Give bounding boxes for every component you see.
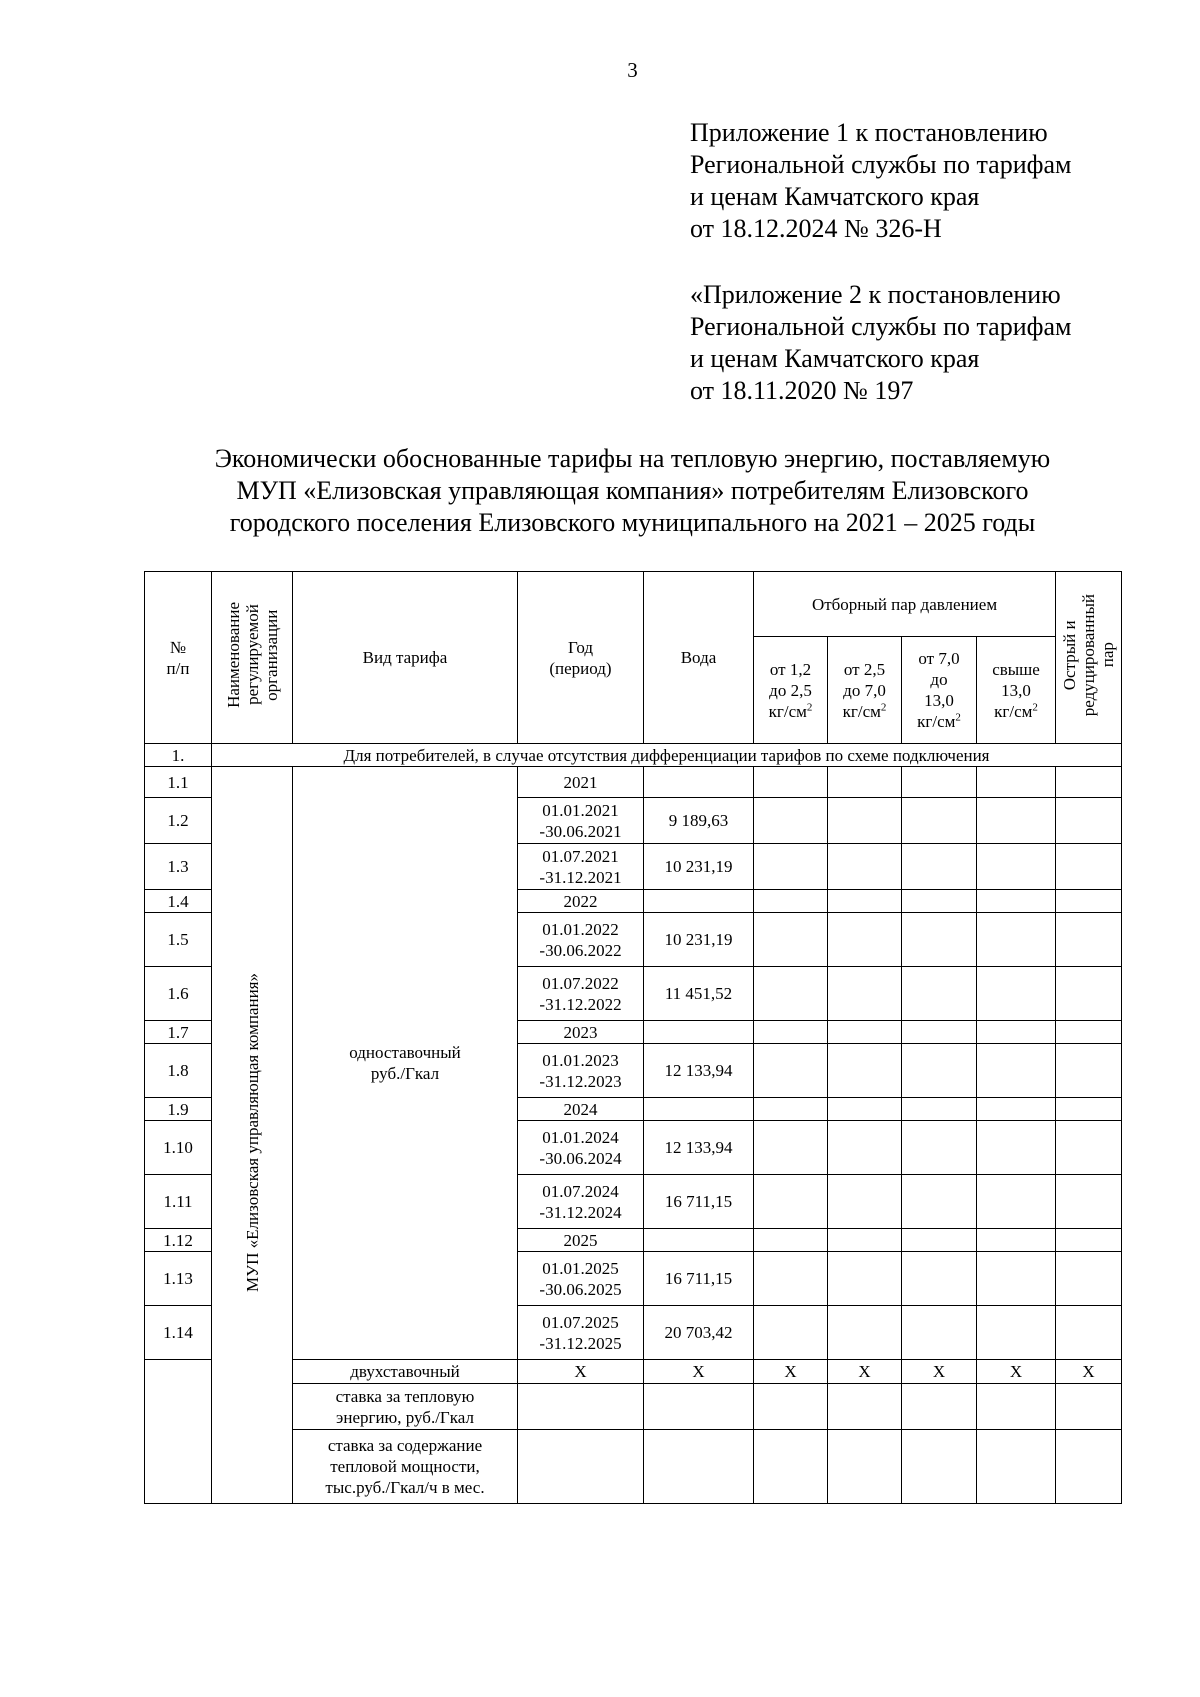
row-num: 1.11 — [145, 1175, 212, 1229]
unit-sup: 2 — [955, 711, 961, 724]
row-period-line: -31.12.2025 — [539, 1333, 622, 1353]
header-water: Вода — [644, 572, 754, 744]
row-empty-cell — [754, 1229, 828, 1252]
header-period-line: Год — [568, 637, 593, 657]
row-empty-cell — [1056, 1252, 1122, 1306]
steam-1-unit — [756, 701, 825, 722]
row-period-line: 2021 — [563, 772, 598, 792]
energy-rate-label — [293, 1384, 518, 1430]
x-mark: X — [1056, 1360, 1122, 1384]
row-empty-cell — [828, 1229, 902, 1252]
row-period-line: 01.01.2025 — [542, 1258, 619, 1278]
row-period — [518, 1306, 644, 1360]
row-empty-cell — [754, 967, 828, 1021]
tariff-table — [144, 571, 1122, 1504]
header-period — [518, 572, 644, 744]
row-empty-cell — [902, 1430, 977, 1504]
document-title — [0, 443, 1200, 539]
row-empty-cell — [902, 1098, 977, 1121]
section-title: Для потребителей, в случае отсутствия дифференциации тарифов по схеме подключения — [212, 744, 1122, 767]
row-empty-cell — [1056, 1098, 1122, 1121]
row-period-line: 01.07.2024 — [542, 1181, 619, 1201]
row-empty-cell — [754, 1430, 828, 1504]
row-period-line: 2022 — [563, 891, 598, 911]
unit-text: кг/см — [917, 712, 956, 731]
row-water: 20 703,42 — [644, 1306, 754, 1360]
row-empty-cell — [977, 1044, 1056, 1098]
row-empty-cell — [977, 844, 1056, 890]
row-num: 1.1 — [145, 767, 212, 798]
row-period-line: -30.06.2022 — [539, 940, 622, 960]
row-empty-cell — [754, 1384, 828, 1430]
steam-4-unit — [979, 701, 1053, 722]
steam-1-line: до 2,5 — [769, 680, 812, 700]
header-sharp-line: Острый и — [1060, 620, 1080, 690]
row-empty-cell — [828, 967, 902, 1021]
row-num: 1.9 — [145, 1098, 212, 1121]
row-empty-cell — [977, 1021, 1056, 1044]
appendix-2-line: Региональной службы по тарифам — [690, 312, 1072, 341]
row-period — [518, 1021, 644, 1044]
row-empty-cell — [754, 844, 828, 890]
row-empty-cell — [1056, 967, 1122, 1021]
appendix-1-line: Приложение 1 к постановлению — [690, 118, 1048, 147]
row-num: 1.14 — [145, 1306, 212, 1360]
capacity-rate-line: тепловой мощности, — [330, 1457, 480, 1476]
header-org-line: регулируемой — [242, 604, 262, 706]
table-row — [145, 767, 1122, 798]
row-num: 1.12 — [145, 1229, 212, 1252]
capacity-rate-label — [293, 1430, 518, 1504]
row-empty-cell — [977, 1121, 1056, 1175]
row-empty-cell — [1056, 913, 1122, 967]
row-empty-cell — [977, 1384, 1056, 1430]
header-steam-2 — [828, 637, 902, 744]
row-empty-cell — [1056, 1121, 1122, 1175]
section-row — [145, 744, 1122, 767]
energy-rate-line: ставка за тепловую — [335, 1386, 475, 1406]
row-empty-cell — [754, 1252, 828, 1306]
title-line: Экономически обоснованные тарифы на тепловую энергию, поставляемую — [214, 444, 1051, 473]
row-empty-cell — [902, 1021, 977, 1044]
steam-2-unit — [830, 701, 899, 722]
row-period-line: 01.01.2021 — [542, 800, 619, 820]
row-empty-cell — [828, 1044, 902, 1098]
row-num: 1.5 — [145, 913, 212, 967]
unit-text: кг/см — [994, 701, 1033, 721]
row-num: 1.8 — [145, 1044, 212, 1098]
row-empty-cell — [828, 1306, 902, 1360]
row-empty-cell — [902, 1229, 977, 1252]
row-empty-cell — [828, 1384, 902, 1430]
row-period-line: 01.07.2021 — [542, 846, 619, 866]
row-empty-cell — [902, 1306, 977, 1360]
row-empty-cell — [902, 1252, 977, 1306]
capacity-rate-line: ставка за содержание — [327, 1436, 483, 1455]
appendix-1-line: от 18.12.2024 № 326-Н — [690, 214, 942, 243]
header-org-line: Наименование — [223, 602, 243, 708]
row-empty-cell — [754, 913, 828, 967]
row-empty-cell — [828, 844, 902, 890]
row-empty-cell — [754, 890, 828, 913]
row-num: 1.6 — [145, 967, 212, 1021]
row-period-line: -30.06.2025 — [539, 1279, 622, 1299]
row-water: 11 451,52 — [644, 967, 754, 1021]
row-period-line: 01.01.2022 — [542, 919, 619, 939]
appendix-2-line: от 18.11.2020 № 197 — [690, 376, 914, 405]
row-empty-cell — [902, 767, 977, 798]
row-empty-cell — [828, 913, 902, 967]
row-period-line: 2025 — [563, 1230, 598, 1250]
title-line: городского поселения Елизовского муниципального на 2021 – 2025 годы — [229, 508, 1036, 537]
row-period — [518, 1252, 644, 1306]
row-empty-cell — [754, 798, 828, 844]
row-empty-cell — [902, 1044, 977, 1098]
row-empty-cell — [977, 767, 1056, 798]
row-empty-cell — [977, 967, 1056, 1021]
row-water — [644, 890, 754, 913]
row-empty-cell — [902, 1175, 977, 1229]
header-num-line: п/п — [166, 658, 190, 678]
two-rate-label: двухставочный — [293, 1360, 518, 1384]
row-water: 9 189,63 — [644, 798, 754, 844]
appendix-2-line: и ценам Камчатского края — [690, 344, 980, 373]
row-empty-cell — [828, 1121, 902, 1175]
row-period-line: 2024 — [563, 1099, 598, 1119]
row-period — [518, 1098, 644, 1121]
header-sharp-steam — [1056, 572, 1122, 744]
row-num: 1.4 — [145, 890, 212, 913]
row-period-line: 01.07.2025 — [542, 1312, 619, 1332]
x-mark: X — [977, 1360, 1056, 1384]
row-empty-cell — [644, 1430, 754, 1504]
row-period-line: -30.06.2024 — [539, 1148, 622, 1168]
steam-4-line: свыше — [992, 659, 1040, 679]
appendix-2-line: «Приложение 2 к постановлению — [690, 280, 1061, 309]
row-period — [518, 767, 644, 798]
row-period-line: -31.12.2024 — [539, 1202, 622, 1222]
row-empty-cell — [828, 1021, 902, 1044]
row-water: 16 711,15 — [644, 1252, 754, 1306]
row-empty-cell — [1056, 844, 1122, 890]
row-period — [518, 1229, 644, 1252]
row-empty-cell — [1056, 1430, 1122, 1504]
unit-text: кг/см — [842, 701, 881, 721]
row-empty-cell — [828, 1430, 902, 1504]
steam-3-line: 13,0 — [924, 691, 954, 710]
row-period-line: -30.06.2021 — [539, 821, 622, 841]
title-line: МУП «Елизовская управляющая компания» потребителям Елизовского — [236, 476, 1029, 505]
row-empty-cell — [977, 1175, 1056, 1229]
org-name: МУП «Елизовская управляющая компания» — [242, 973, 262, 1292]
appendix-1-block — [690, 117, 1071, 245]
row-period — [518, 967, 644, 1021]
row-period-line: -31.12.2022 — [539, 994, 622, 1014]
row-num: 1.7 — [145, 1021, 212, 1044]
row-water — [644, 1021, 754, 1044]
row-period-line: 2023 — [563, 1022, 598, 1042]
header-sharp-line: редуцированный — [1079, 593, 1099, 717]
single-rate-cell — [293, 767, 518, 1360]
row-period-line: 01.07.2022 — [542, 973, 619, 993]
x-mark: X — [828, 1360, 902, 1384]
x-mark: X — [644, 1360, 754, 1384]
header-org — [212, 572, 293, 744]
row-empty-cell — [1056, 1306, 1122, 1360]
row-empty-cell — [754, 1044, 828, 1098]
row-empty-cell — [902, 798, 977, 844]
steam-3-line: до — [930, 670, 948, 689]
row-empty-cell — [1056, 1021, 1122, 1044]
row-period-line: 01.01.2024 — [542, 1127, 619, 1147]
row-empty-cell — [977, 1252, 1056, 1306]
header-org-line: организации — [261, 609, 281, 701]
row-empty-cell — [902, 967, 977, 1021]
header-steam-4 — [977, 637, 1056, 744]
appendix-1-line: и ценам Камчатского края — [690, 182, 980, 211]
row-water: 10 231,19 — [644, 913, 754, 967]
header-tariff-type: Вид тарифа — [293, 572, 518, 744]
row-empty-cell — [1056, 1044, 1122, 1098]
steam-2-line: от 2,5 — [843, 659, 886, 679]
row-water: 12 133,94 — [644, 1121, 754, 1175]
capacity-rate-line: тыс.руб./Гкал/ч в мес. — [325, 1478, 485, 1497]
row-empty-cell — [1056, 1229, 1122, 1252]
unit-sup: 2 — [1032, 700, 1038, 713]
section-num: 1. — [145, 744, 212, 767]
row-empty-cell — [977, 1430, 1056, 1504]
row-period — [518, 1175, 644, 1229]
row-empty-cell — [828, 798, 902, 844]
row-period — [518, 890, 644, 913]
row-num: 1.2 — [145, 798, 212, 844]
header-sharp-steam-text — [1060, 594, 1117, 716]
row-empty-cell — [902, 1121, 977, 1175]
row-empty-cell — [754, 1021, 828, 1044]
row-period — [518, 1044, 644, 1098]
energy-rate-line: энергию, руб./Гкал — [336, 1407, 474, 1427]
row-empty-cell — [754, 767, 828, 798]
row-water — [644, 1098, 754, 1121]
row-period-line: 01.01.2023 — [542, 1050, 619, 1070]
row-empty-cell — [828, 767, 902, 798]
org-name-cell — [212, 767, 293, 1504]
row-empty-cell — [977, 890, 1056, 913]
row-water: 12 133,94 — [644, 1044, 754, 1098]
row-period — [518, 913, 644, 967]
row-empty-cell — [902, 890, 977, 913]
header-num-line: № — [169, 637, 187, 657]
row-num: 1.13 — [145, 1252, 212, 1306]
steam-4-line: 13,0 — [1001, 680, 1031, 700]
row-empty-cell — [828, 1252, 902, 1306]
row-period — [518, 798, 644, 844]
steam-3-unit — [904, 711, 974, 732]
row-empty-cell — [1056, 767, 1122, 798]
row-period-line: -31.12.2021 — [539, 867, 622, 887]
row-empty-cell — [977, 1229, 1056, 1252]
row-num: 1.3 — [145, 844, 212, 890]
unit-text: кг/см — [768, 701, 807, 721]
header-steam-1 — [754, 637, 828, 744]
row-empty-cell — [902, 844, 977, 890]
header-steam-group: Отборный пар давлением — [754, 572, 1056, 637]
row-water: 16 711,15 — [644, 1175, 754, 1229]
row-empty-cell — [828, 1098, 902, 1121]
row-empty-cell — [977, 798, 1056, 844]
row-empty-cell — [754, 1175, 828, 1229]
row-empty-cell — [1056, 890, 1122, 913]
header-row-1 — [145, 572, 1122, 637]
row-empty-cell — [977, 1098, 1056, 1121]
header-sharp-line: пар — [1098, 642, 1118, 668]
row-empty-cell — [754, 1121, 828, 1175]
appendix-2-block — [690, 279, 1071, 407]
row-num: 1.10 — [145, 1121, 212, 1175]
x-mark: X — [754, 1360, 828, 1384]
steam-1-line: от 1,2 — [769, 659, 812, 679]
row-empty-cell — [754, 1306, 828, 1360]
row-period-line: -31.12.2023 — [539, 1071, 622, 1091]
row-empty-cell — [902, 1384, 977, 1430]
page-number: 3 — [627, 58, 638, 82]
appendix-1-line: Региональной службы по тарифам — [690, 150, 1072, 179]
steam-2-line: до 7,0 — [843, 680, 886, 700]
row-empty-cell — [902, 913, 977, 967]
x-mark: X — [902, 1360, 977, 1384]
x-mark: X — [518, 1360, 644, 1384]
steam-3-line: от 7,0 — [918, 649, 960, 668]
row-empty-cell — [1056, 1175, 1122, 1229]
header-period-line: (период) — [549, 658, 612, 678]
row-period — [518, 844, 644, 890]
row-empty-cell — [977, 1306, 1056, 1360]
row-period — [518, 1121, 644, 1175]
row-empty-cell — [828, 890, 902, 913]
row-empty-cell — [1056, 798, 1122, 844]
row-water — [644, 767, 754, 798]
header-num — [145, 572, 212, 744]
row-water: 10 231,19 — [644, 844, 754, 890]
row-empty-cell — [828, 1175, 902, 1229]
unit-sup: 2 — [880, 700, 887, 713]
row-water — [644, 1229, 754, 1252]
two-rate-num — [145, 1360, 212, 1504]
unit-sup: 2 — [806, 700, 813, 713]
row-empty-cell — [754, 1098, 828, 1121]
row-empty-cell — [644, 1384, 754, 1430]
row-empty-cell — [518, 1384, 644, 1430]
single-rate-line: руб./Гкал — [370, 1064, 440, 1083]
single-rate-line: одноставочный — [349, 1043, 461, 1062]
row-empty-cell — [977, 913, 1056, 967]
header-org-text — [224, 602, 281, 708]
header-steam-3 — [902, 637, 977, 744]
row-empty-cell — [518, 1430, 644, 1504]
row-empty-cell — [1056, 1384, 1122, 1430]
